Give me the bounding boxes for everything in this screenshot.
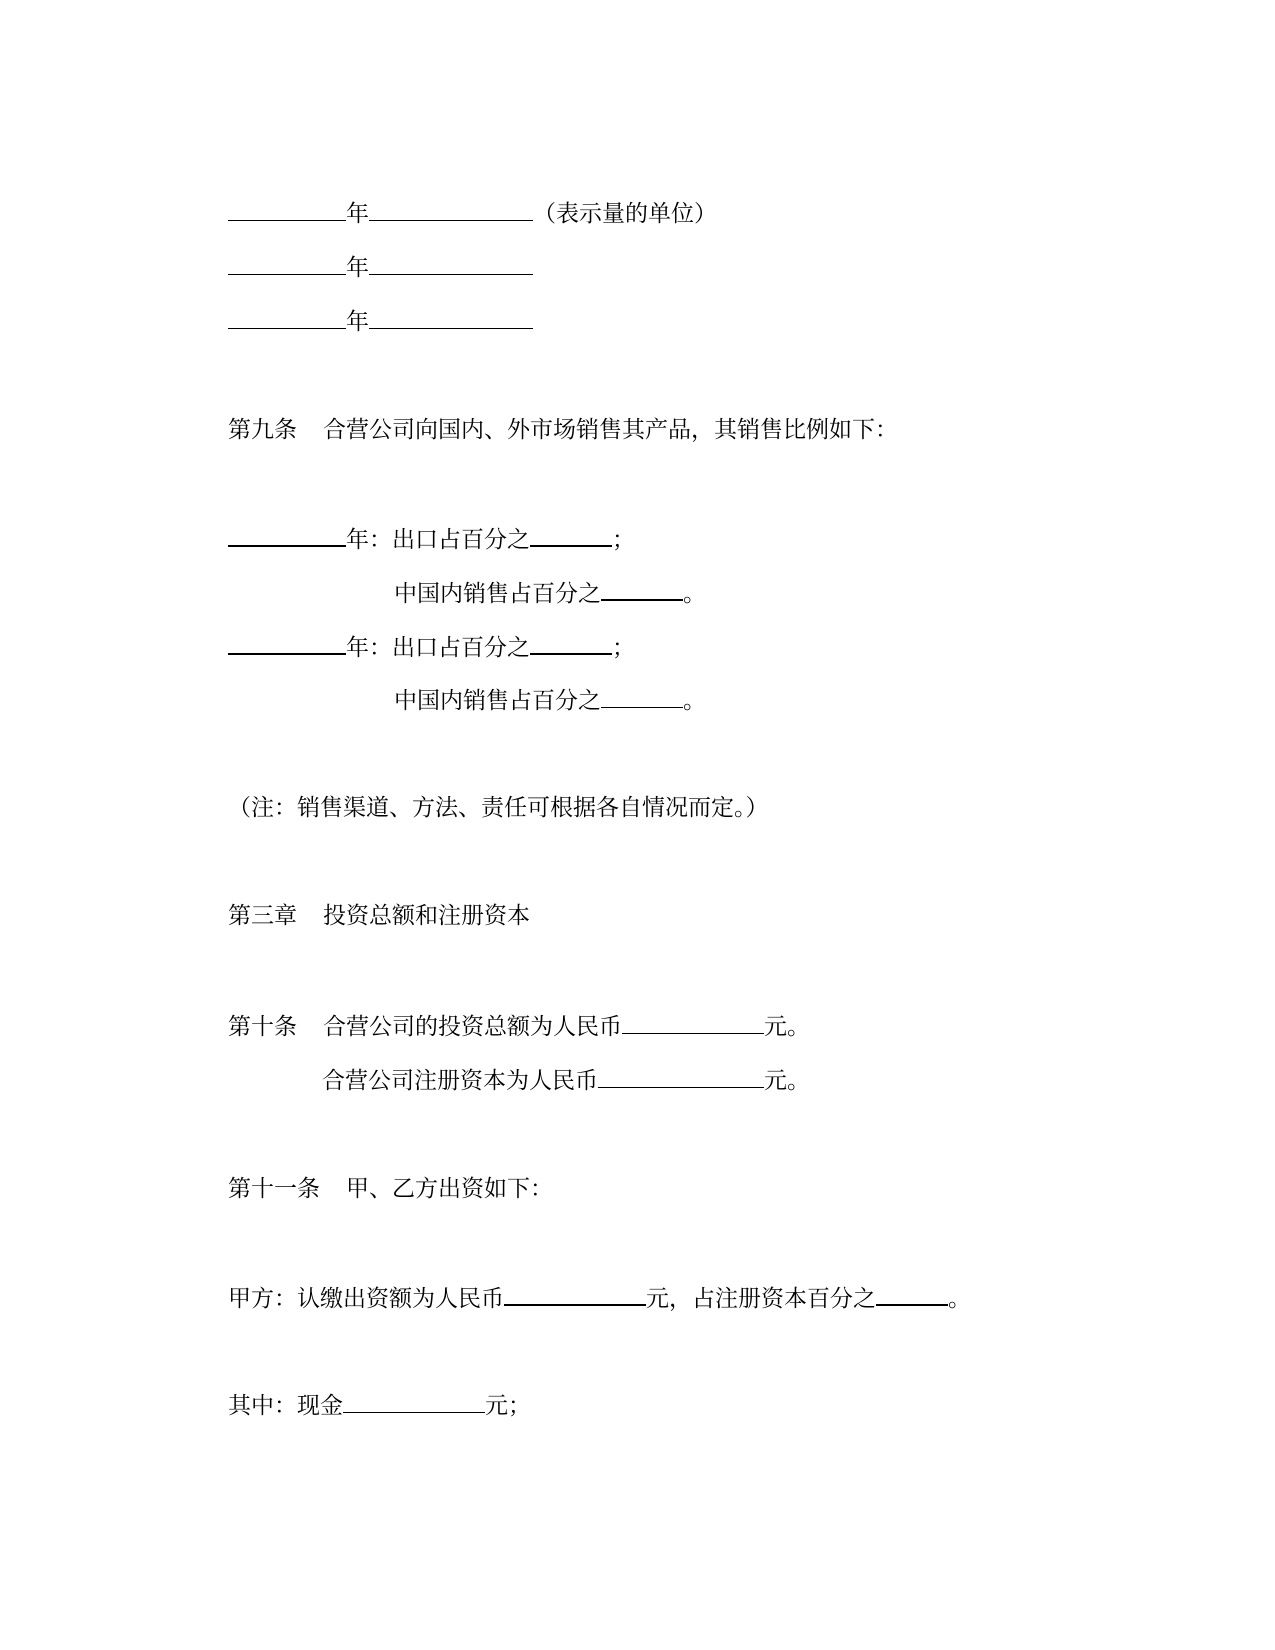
chapter-3: [228, 901, 530, 931]
export-percent-blank[interactable]: [530, 631, 612, 655]
chapter-3-title: 投资总额和注册资本: [323, 903, 530, 929]
cash-amount-blank[interactable]: [343, 1390, 485, 1413]
year-blank[interactable]: [228, 252, 346, 275]
quantity-blank[interactable]: [369, 306, 533, 329]
party-a-end: 。: [948, 1286, 971, 1312]
year-blank[interactable]: [228, 198, 346, 221]
article-10-heading: 第十条: [228, 1014, 297, 1040]
unit-note: （表示量的单位）: [533, 201, 717, 227]
article-11: [228, 1174, 553, 1204]
yuan-period: 元。: [764, 1068, 810, 1094]
quantity-blank[interactable]: [369, 252, 533, 275]
semicolon: ；: [612, 635, 635, 661]
year-label: 年: [346, 255, 369, 281]
export-label: 出口占百分之: [392, 527, 530, 553]
quantity-blank[interactable]: [369, 198, 533, 221]
party-a-amount-blank[interactable]: [504, 1282, 646, 1306]
registered-capital-blank[interactable]: [598, 1065, 764, 1088]
chapter-3-heading: 第三章: [228, 903, 297, 929]
cash-line: [228, 1390, 531, 1420]
export-ratio-line-1: [228, 523, 635, 553]
party-a-contribution: [228, 1282, 971, 1312]
domestic-percent-blank[interactable]: [601, 685, 683, 708]
year-blank[interactable]: [228, 306, 346, 329]
party-a-middle: 元，占注册资本百分之: [646, 1286, 876, 1312]
period: 。: [683, 688, 706, 714]
cash-end: 元；: [485, 1393, 531, 1419]
year-suffix: 年：: [346, 635, 392, 661]
year-label: 年: [346, 309, 369, 335]
total-investment-blank[interactable]: [622, 1011, 764, 1034]
registered-capital-label: 合营公司注册资本为人民币: [322, 1068, 598, 1094]
year-quantity-line-1: [228, 198, 717, 228]
article-9: [228, 415, 898, 445]
period: 。: [683, 581, 706, 607]
article-11-text: 甲、乙方出资如下：: [346, 1176, 553, 1202]
domestic-label: 中国内销售占百分之: [394, 688, 601, 714]
sales-note: （注：销售渠道、方法、责任可根据各自情况而定。）: [228, 795, 769, 821]
yuan-period: 元。: [764, 1014, 810, 1040]
domestic-ratio-line-1: [394, 577, 706, 607]
article-9-heading: 第九条: [228, 417, 297, 443]
article-10-line-1: [228, 1011, 810, 1041]
year-suffix: 年：: [346, 527, 392, 553]
export-ratio-line-2: [228, 631, 635, 661]
cash-label: 其中：现金: [228, 1393, 343, 1419]
domestic-label: 中国内销售占百分之: [394, 581, 601, 607]
party-a-label: 甲方：认缴出资额为人民币: [228, 1286, 504, 1312]
article-9-text: 合营公司向国内、外市场销售其产品，其销售比例如下：: [323, 417, 898, 443]
total-investment-label: 合营公司的投资总额为人民币: [323, 1014, 622, 1040]
semicolon: ；: [612, 527, 635, 553]
party-a-percent-blank[interactable]: [876, 1282, 948, 1306]
domestic-percent-blank[interactable]: [601, 577, 683, 601]
year-blank[interactable]: [228, 631, 346, 655]
year-blank[interactable]: [228, 523, 346, 547]
year-quantity-line-2: [228, 252, 533, 282]
year-quantity-line-3: [228, 306, 533, 336]
export-label: 出口占百分之: [392, 635, 530, 661]
article-11-heading: 第十一条: [228, 1176, 320, 1202]
export-percent-blank[interactable]: [530, 523, 612, 547]
year-label: 年: [346, 201, 369, 227]
domestic-ratio-line-2: [394, 685, 706, 715]
article-10-line-2: [322, 1065, 810, 1095]
